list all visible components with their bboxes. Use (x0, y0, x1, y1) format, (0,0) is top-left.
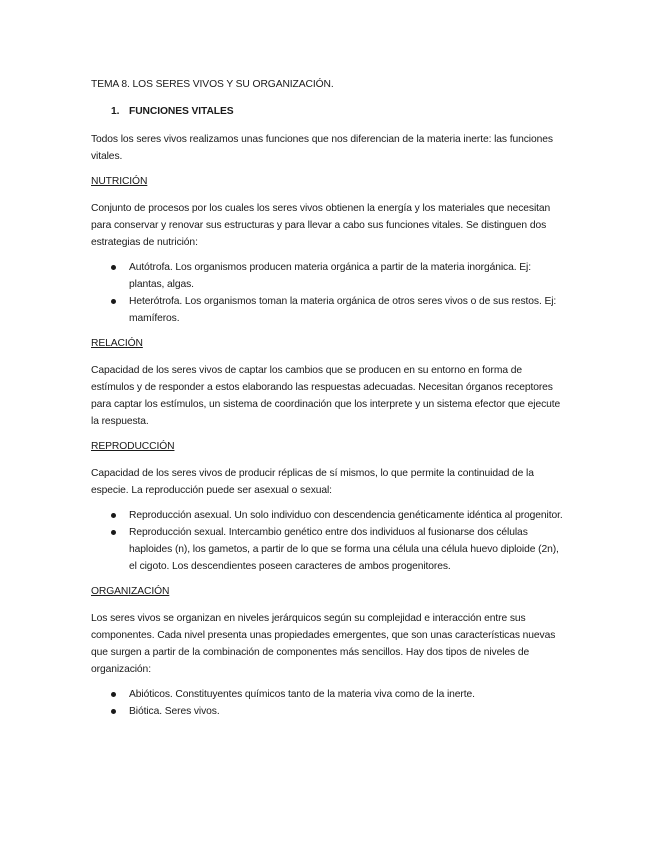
list-item (91, 524, 566, 575)
list-item-text: Abióticos. Constituyentes químicos tanto de la materia viva como de la inerte. (129, 689, 475, 700)
organizacion-list (91, 686, 566, 720)
list-item-text: Autótrofa. Los organismos producen materia orgánica a partir de la materia inorgánica. Ej: plantas, algas. (129, 262, 531, 290)
intro-paragraph: Todos los seres vivos realizamos unas funciones que nos diferencian de la materia inerte: las funciones vitales. (91, 134, 553, 162)
organizacion-heading: ORGANIZACIÓN (91, 586, 170, 597)
relacion-heading: RELACIÓN (91, 338, 143, 349)
section-label: FUNCIONES VITALES (129, 106, 234, 117)
bullet-icon (111, 709, 116, 714)
list-item (91, 293, 566, 327)
list-item (91, 507, 566, 524)
list-item-text: Reproducción asexual. Un solo individuo con descendencia genéticamente idéntica al progenitor. (129, 510, 563, 521)
bullet-icon (111, 265, 116, 270)
bullet-icon (111, 299, 116, 304)
list-item-text: Reproducción sexual. Intercambio genético entre dos individuos al fusionarse dos células haploides (n), los gametos, a partir de lo que se forma una célula una célula huevo diploide (2n), el cigoto. Los descendientes poseen caracteres de ambos progenitores. (129, 527, 559, 572)
nutricion-heading: NUTRICIÓN (91, 176, 148, 187)
reproduccion-heading: REPRODUCCIÓN (91, 441, 175, 452)
bullet-icon (111, 530, 116, 535)
bullet-icon (111, 692, 116, 697)
list-item (91, 703, 566, 720)
document-content (91, 76, 566, 728)
section-heading (91, 103, 566, 120)
bullet-icon (111, 513, 116, 518)
nutricion-list (91, 259, 566, 327)
page-title: TEMA 8. LOS SERES VIVOS Y SU ORGANIZACIÓN. (91, 79, 334, 90)
organizacion-paragraph: Los seres vivos se organizan en niveles jerárquicos según su complejidad e interacción entre sus componentes. Cada nivel presenta unas propiedades emergentes, que son unas características nuevas que surgen a partir de la combinación de componentes más sencillos. Hay dos tipos de niveles de organización: (91, 613, 556, 675)
list-item-text: Heterótrofa. Los organismos toman la materia orgánica de otros seres vivos o de sus restos. Ej: mamíferos. (129, 296, 557, 324)
list-item (91, 259, 566, 293)
reproduccion-paragraph: Capacidad de los seres vivos de producir réplicas de sí mismos, lo que permite la continuidad de la especie. La reproducción puede ser asexual o sexual: (91, 468, 534, 496)
nutricion-paragraph: Conjunto de procesos por los cuales los seres vivos obtienen la energía y los materiales que necesitan para conservar y renovar sus estructuras y para llevar a cabo sus funciones vitales. Se distinguen dos estrategias de nutrición: (91, 203, 551, 248)
list-item-text: Biótica. Seres vivos. (129, 706, 220, 717)
reproduccion-list (91, 507, 566, 575)
section-number: 1. (111, 106, 120, 117)
list-item (91, 686, 566, 703)
relacion-paragraph: Capacidad de los seres vivos de captar los cambios que se producen en su entorno en forma de estímulos y de responder a estos elaborando las respuestas adecuadas. Necesitan órganos receptores para captar los estímulos, un sistema de coordinación que los interprete y un sistema efector que ejecute la respuesta. (91, 365, 561, 427)
